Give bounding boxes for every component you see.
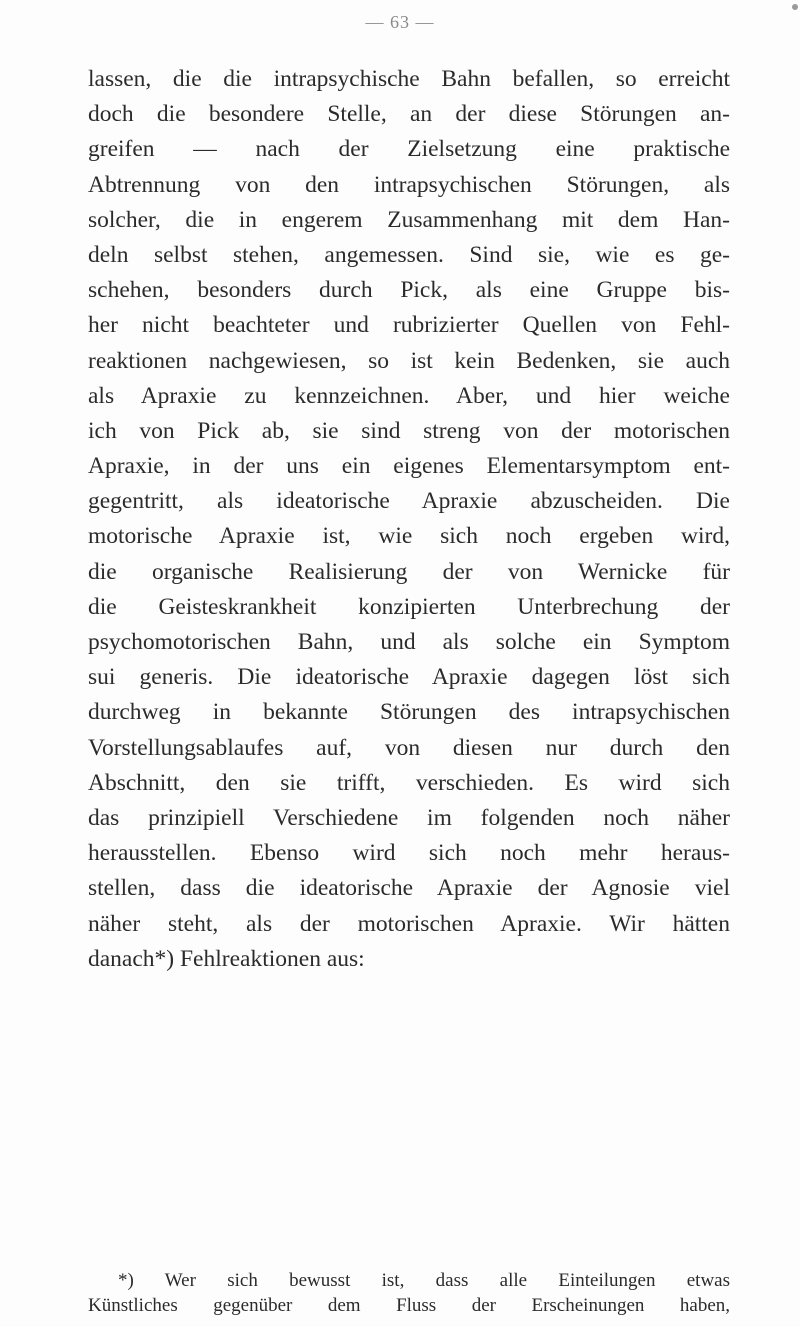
- corner-mark: [792, 4, 798, 10]
- text-line: greifen — nach der Zielsetzung eine praktische: [88, 136, 730, 163]
- text-line: die Geisteskrankheit konzipierten Unterbrechung der: [88, 593, 730, 620]
- text-line: durchweg in bekannte Störungen des intrapsychischen: [88, 699, 730, 726]
- text-line: deln selbst stehen, angemessen. Sind sie, wie es ge-: [88, 241, 730, 268]
- text-line: psychomotorischen Bahn, und als solche ein Symptom: [88, 629, 730, 655]
- text-line: gegentritt, als ideatorische Apraxie abzuscheiden. Die: [88, 488, 730, 515]
- body-text: [88, 62, 730, 977]
- text-line: motorische Apraxie ist, wie sich noch ergeben wird,: [88, 523, 730, 550]
- text-line: stellen, dass die ideatorische Apraxie der Agnosie viel: [88, 875, 730, 902]
- text-line: doch die besondere Stelle, an der diese Störungen an-: [88, 101, 730, 128]
- text-line: als Apraxie zu kennzeichnen. Aber, und hier weiche: [88, 382, 730, 409]
- text-line: näher steht, als der motorischen Apraxie. Wir hätten: [88, 910, 730, 937]
- footnote-line: *) Wer sich bewusst ist, dass alle Einteilungen etwas: [118, 1270, 730, 1291]
- footnote: [88, 1268, 730, 1318]
- text-line: ich von Pick ab, sie sind streng von der motorischen: [88, 417, 730, 444]
- text-line: solcher, die in engerem Zusammenhang mit dem Han-: [88, 206, 730, 233]
- page-number: — 63 —: [365, 12, 435, 32]
- text-line: das prinzipiell Verschiedene im folgenden noch näher: [88, 804, 730, 831]
- text-line: schehen, besonders durch Pick, als eine Gruppe bis-: [88, 277, 730, 304]
- text-line: sui generis. Die ideatorische Apraxie dagegen löst sich: [88, 664, 730, 691]
- text-line: Abtrennung von den intrapsychischen Störungen, als: [88, 171, 730, 198]
- text-line: die organische Realisierung der von Wernicke für: [88, 558, 730, 585]
- text-line: her nicht beachteter und rubrizierter Quellen von Fehl-: [88, 312, 730, 339]
- text-line: herausstellen. Ebenso wird sich noch mehr heraus-: [88, 840, 730, 867]
- text-line: reaktionen nachgewiesen, so ist kein Bedenken, sie auch: [88, 347, 730, 374]
- text-line: Apraxie, in der uns ein eigenes Elementarsymptom ent-: [88, 453, 730, 480]
- footnote-line: Künstliches gegenüber dem Fluss der Erscheinungen haben,: [88, 1295, 730, 1316]
- text-line: Vorstellungsablaufes auf, von diesen nur durch den: [88, 734, 730, 761]
- text-line: danach*) Fehlreaktionen aus:: [88, 945, 365, 972]
- text-line: Abschnitt, den sie trifft, verschieden. Es wird sich: [88, 769, 730, 796]
- text-line: lassen, die die intrapsychische Bahn befallen, so erreicht: [88, 66, 730, 92]
